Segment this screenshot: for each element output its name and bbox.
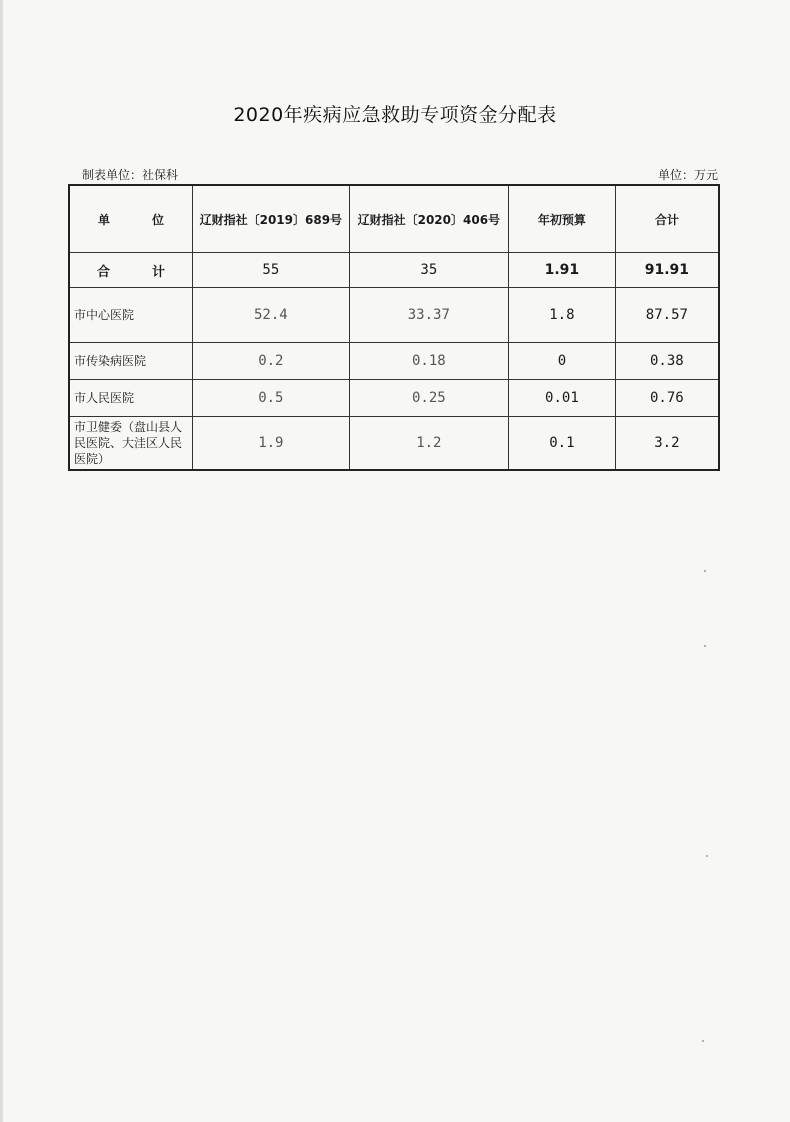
- row-col1: 1.9: [193, 417, 350, 471]
- row-name: 市传染病医院: [69, 343, 193, 380]
- row-col3: 1.8: [509, 288, 616, 343]
- prepared-by-label: 制表单位：社保科: [82, 168, 179, 182]
- row-col3: 0: [509, 343, 616, 380]
- scan-speck: [704, 570, 706, 572]
- row-col2: 1.2: [349, 417, 508, 471]
- row-col2: 0.25: [349, 380, 508, 417]
- header-col4: 合计: [615, 185, 719, 253]
- scan-speck: [706, 855, 708, 857]
- scan-speck: [702, 1040, 704, 1042]
- unit-label: 单位：万元: [657, 168, 718, 182]
- scan-edge: [0, 0, 3, 1122]
- row-col1: 0.2: [193, 343, 350, 380]
- header-unit-char-2: 位: [152, 212, 165, 227]
- header-col1: 辽财指社〔2019〕689号: [193, 185, 350, 253]
- header-unit-char-1: 单: [98, 212, 111, 227]
- allocation-table: [68, 184, 720, 471]
- table-row: [69, 343, 719, 380]
- total-col2: 35: [349, 253, 508, 288]
- header-unit: [69, 185, 193, 253]
- total-col4: 91.91: [615, 253, 719, 288]
- header-col2: 辽财指社〔2020〕406号: [349, 185, 508, 253]
- row-name: 市卫健委（盘山县人民医院、大洼区人民医院）: [69, 417, 193, 471]
- row-col2: 33.37: [349, 288, 508, 343]
- table-row: [69, 417, 719, 471]
- row-col4: 87.57: [615, 288, 719, 343]
- table-row: [69, 288, 719, 343]
- row-col3: 0.01: [509, 380, 616, 417]
- row-col4: 0.38: [615, 343, 719, 380]
- total-col1: 55: [193, 253, 350, 288]
- total-col3: 1.91: [509, 253, 616, 288]
- header-col3: 年初预算: [509, 185, 616, 253]
- row-col1: 0.5: [193, 380, 350, 417]
- total-label-char-1: 合: [97, 264, 111, 280]
- row-col4: 3.2: [615, 417, 719, 471]
- row-col1: 52.4: [193, 288, 350, 343]
- row-col4: 0.76: [615, 380, 719, 417]
- row-col2: 0.18: [349, 343, 508, 380]
- row-name: 市中心医院: [69, 288, 193, 343]
- total-row: [69, 253, 719, 288]
- table-row: [69, 380, 719, 417]
- header-row: [69, 185, 719, 253]
- total-label-char-2: 计: [152, 264, 166, 280]
- scan-speck: [704, 645, 706, 647]
- row-name: 市人民医院: [69, 380, 193, 417]
- total-label: [69, 253, 193, 288]
- page-title: 2020年疾病应急救助专项资金分配表: [233, 104, 557, 126]
- row-col3: 0.1: [509, 417, 616, 471]
